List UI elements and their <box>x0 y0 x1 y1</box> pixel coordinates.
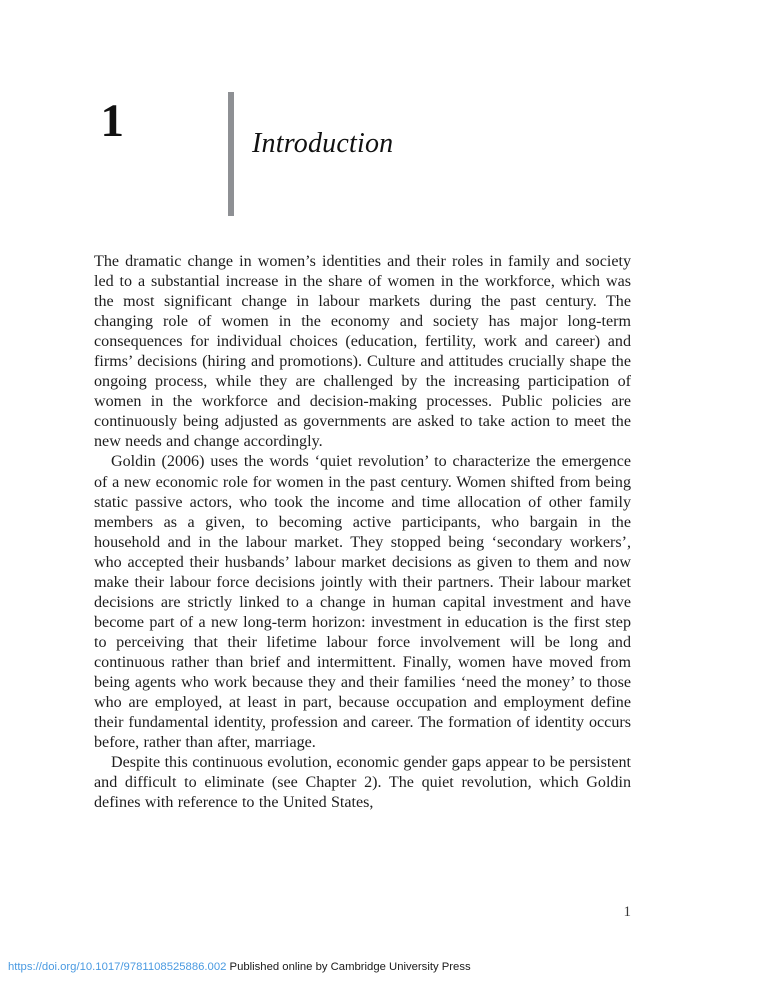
chapter-title: Introduction <box>252 127 394 159</box>
publisher-credit-text: Published online by Cambridge University Press <box>226 961 471 973</box>
body-paragraph-3: Despite this continuous evolution, economic gender gaps appear to be persistent and difficult to eliminate (see Chapter 2). The quiet revolution, which Goldin defines with reference to the United States, <box>94 754 631 812</box>
doi-link[interactable]: https://doi.org/10.1017/9781108525886.002 <box>8 961 227 973</box>
chapter-number: 1 <box>100 95 124 147</box>
body-paragraph-1: The dramatic change in women’s identities and their roles in family and society led to a substantial increase in the share of women in the workforce, which was the most significant change in labour markets during the past century. The changing role of women in the economy and society has major long-term consequences for individual choices (education, fertility, work and career) and firms’ decisions (hiring and promotions). Culture and attitudes crucially shape the ongoing process, while they are challenged by the increasing participation of women in the workforce and decision-making processes. Public policies are continuously being adjusted as governments are asked to take action to meet the new needs and change accordingly. <box>94 253 631 451</box>
page-number: 1 <box>623 904 631 920</box>
chapter-divider-rule <box>228 92 234 216</box>
chapter-heading <box>94 92 634 217</box>
body-text-column <box>94 252 631 813</box>
body-paragraph-2: Goldin (2006) uses the words ‘quiet revolution’ to characterize the emergence of a new economic role for women in the past century. Women shifted from being static passive actors, who took the income and time allocation of other family members as a given, to becoming active participants, who bargain in the household and in the labour market. They stopped being ‘secondary workers’, who accepted their husbands’ labour market decisions as given to them and now make their labour force decisions jointly with their partners. Their labour market decisions are strictly linked to a change in human capital investment and have become part of a new long-term horizon: investment in education is the first step to perceiving that their lifetime labour force involvement will be long and continuous rather than brief and intermittent. Finally, women have moved from being agents who work because they and their families ‘need the money’ to those who are employed, at least in part, because occupation and employment define their fundamental identity, profession and career. The formation of identity occurs before, rather than after, marriage. <box>94 453 631 752</box>
footer-credit-line <box>8 960 471 974</box>
